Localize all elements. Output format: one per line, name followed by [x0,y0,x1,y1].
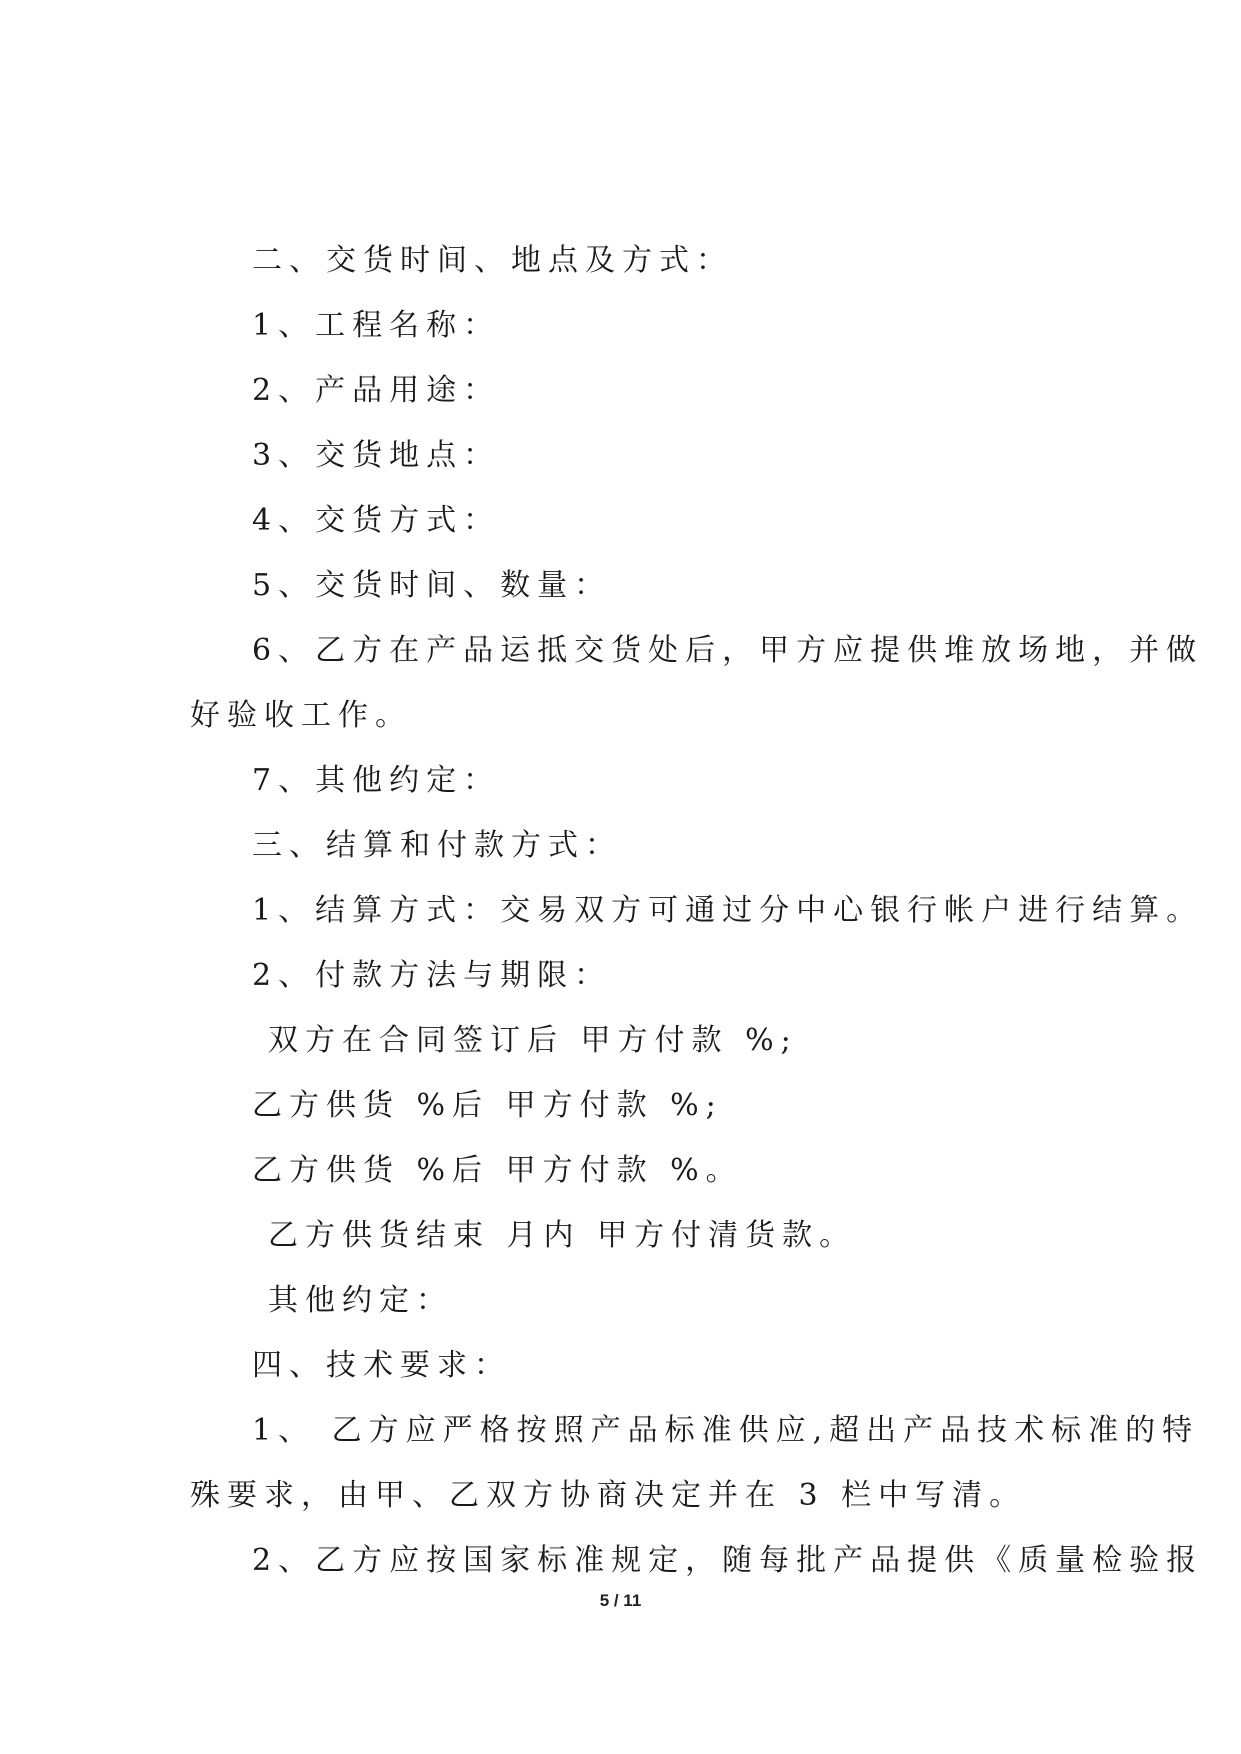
paragraph-line: 4、交货方式： [252,503,501,538]
page-number: 5 / 11 [599,1591,642,1610]
paragraph-line: 2、付款方法与期限： [252,958,612,993]
paragraph-line: 好验收工作。 [190,698,412,733]
document-body [190,228,1204,1593]
paragraph-line: 5、交货时间、数量： [252,568,612,603]
paragraph-line: 2、乙方应按国家标准规定，随每批产品提供《质量检验报 [252,1543,1204,1578]
section-heading-payment: 三、结算和付款方式： [252,828,622,863]
paragraph-line: 1、结算方式：交易双方可通过分中心银行帐户进行结算。 [252,893,1204,928]
paragraph-line: 7、其他约定： [252,763,501,798]
paragraph-line: 双方在合同签订后 甲方付款 %; [268,1023,798,1058]
paragraph-line: 其他约定： [268,1283,453,1318]
paragraph-line: 殊要求，由甲、乙双方协商决定并在 3 栏中写清。 [190,1478,1027,1513]
paragraph-line: 1、 乙方应严格按照产品标准供应,超出产品技术标准的特 [252,1413,1200,1448]
paragraph-line: 1、工程名称： [252,308,501,343]
paragraph-line: 乙方供货结束 月内 甲方付清货款。 [268,1218,857,1253]
paragraph-line: 2、产品用途： [252,373,501,408]
paragraph-line: 3、交货地点： [252,438,501,473]
paragraph-line: 乙方供货 %后 甲方付款 %; [252,1088,723,1123]
section-heading-delivery: 二、交货时间、地点及方式： [252,243,733,278]
paragraph-line: 乙方供货 %后 甲方付款 %。 [252,1153,743,1188]
section-heading-technical: 四、技术要求： [252,1348,511,1383]
paragraph-line: 6、乙方在产品运抵交货处后，甲方应提供堆放场地，并做 [252,633,1204,668]
